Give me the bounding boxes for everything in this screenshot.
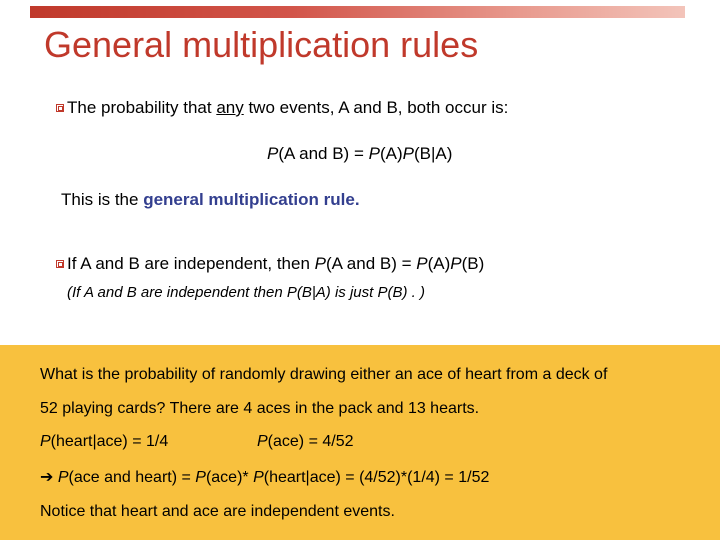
formula-t1: (A and B) = [278,144,369,163]
bullet-2-pre: If A and B are independent, then [67,254,315,273]
calc-p1: P [57,469,69,486]
example-conclusion: Notice that heart and ace are independent events. [40,503,395,520]
given-2-text: (ace) = 4/52 [267,433,354,450]
calc-p3: P [253,469,264,486]
formula-p3: P [402,144,414,163]
multiplication-formula [267,144,452,164]
example-given-1 [40,433,168,451]
bullet-1-post: two events, A and B, both occur is: [243,98,509,117]
formula-t2: (A) [379,144,403,163]
slide-title: General multiplication rules [44,24,479,65]
bullet-2-p3: P [450,254,462,273]
bullet-1-text [67,98,508,118]
given-2-p: P [257,433,268,450]
example-box [0,345,720,540]
right-arrow-icon: ➔ [40,469,54,486]
bullet-2-t1: (A and B) = [326,254,417,273]
independence-note: (If A and B are independent then P(B|A) is just P(B) . ) [67,284,425,301]
rule-statement [61,190,360,210]
example-question-line-1: What is the probability of randomly drawing either an ace of heart from a deck of [40,366,608,383]
calc-t2: (ace)* [205,469,254,486]
bullet-2-t3: (B) [461,254,485,273]
calc-t3: (heart|ace) = (4/52)*(1/4) = 1/52 [263,469,490,486]
calc-p2: P [195,469,206,486]
bullet-icon [56,260,64,268]
rule-post: . [354,190,360,209]
bullet-2-p2: P [416,254,428,273]
example-question-line-2: 52 playing cards? There are 4 aces in the pack and 13 hearts. [40,400,480,417]
example-given-2 [257,433,354,451]
given-1-text: (heart|ace) = 1/4 [50,433,169,450]
bullet-2-t2: (A) [427,254,451,273]
title-accent-bar [30,6,685,18]
bullet-1-pre: The probability that [67,98,217,117]
given-1-p: P [40,433,51,450]
bullet-2-text [67,254,484,274]
formula-t3: (B|A) [413,144,453,163]
formula-p2: P [368,144,380,163]
example-calculation [40,467,489,487]
bullet-1-underlined: any [216,98,244,117]
formula-p1: P [267,144,279,163]
rule-emphasis: general multiplication rule [143,190,355,209]
calc-t1: (ace and heart) = [68,469,196,486]
rule-pre: This is the [61,190,144,209]
bullet-2-p1: P [314,254,326,273]
bullet-icon [56,104,64,112]
